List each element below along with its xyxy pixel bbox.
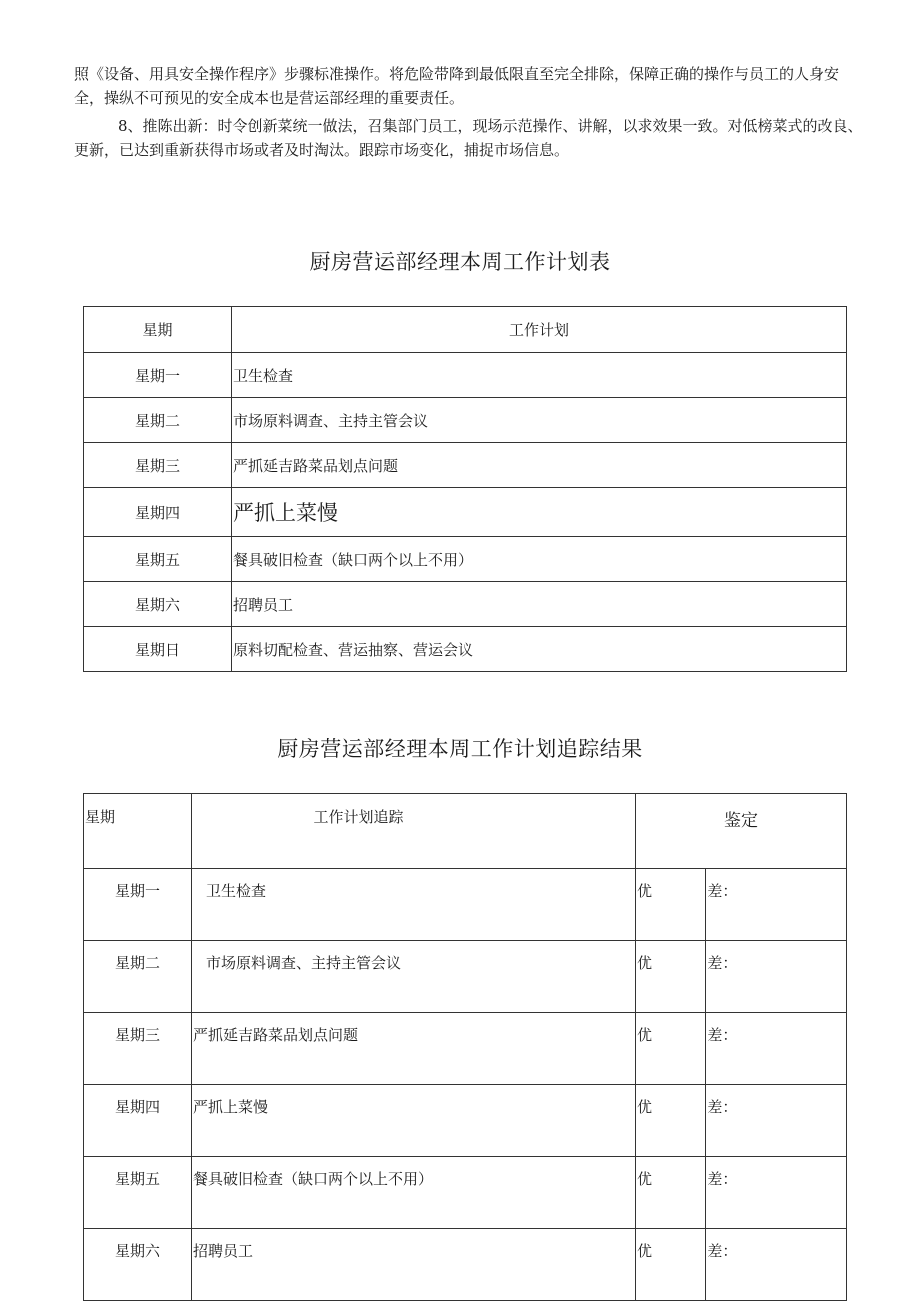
plan-table-title: 厨房营运部经理本周工作计划表 bbox=[309, 250, 611, 274]
tracking-cell: 市场原料调查、主持主管会议 bbox=[192, 941, 636, 1013]
good-cell: 优 bbox=[636, 1229, 706, 1301]
tracking-cell: 严抓上菜慢 bbox=[192, 1085, 636, 1157]
plan-cell: 严抓延吉路菜品划点问题 bbox=[232, 443, 847, 488]
plan-cell: 卫生检查 bbox=[232, 353, 847, 398]
bad-cell: 差： bbox=[706, 869, 776, 941]
edge-cell bbox=[776, 1229, 846, 1301]
day-cell: 星期五 bbox=[84, 537, 232, 582]
header-day: 星期 bbox=[84, 307, 232, 353]
tracking-cell: 餐具破旧检查（缺口两个以上不用） bbox=[192, 1157, 636, 1229]
good-cell: 优 bbox=[636, 869, 706, 941]
header-day: 星期 bbox=[84, 794, 192, 869]
table-row bbox=[84, 1229, 847, 1301]
day-cell: 星期一 bbox=[84, 869, 192, 941]
edge-cell bbox=[776, 1013, 846, 1085]
day-cell: 星期五 bbox=[84, 1157, 192, 1229]
plan-cell: 原料切配检查、营运抽察、营运会议 bbox=[232, 627, 847, 672]
table-header-row bbox=[84, 307, 847, 353]
good-cell: 优 bbox=[636, 1013, 706, 1085]
good-cell: 优 bbox=[636, 941, 706, 1013]
tracking-table-title: 厨房营运部经理本周工作计划追踪结果 bbox=[277, 737, 643, 761]
header-tracking: 工作计划追踪 bbox=[192, 794, 636, 869]
table-row bbox=[84, 1013, 847, 1085]
good-cell: 优 bbox=[636, 1085, 706, 1157]
intro-paragraph-1: 照《设备、用具安全操作程序》步骤标准操作。将危险带降到最低限直至完全排除，保障正确的操作与员工的人身安全，操纵不可预见的安全成本也是营运部经理的重要责任。 bbox=[74, 65, 840, 107]
day-cell: 星期六 bbox=[84, 582, 232, 627]
tracking-cell: 严抓延吉路菜品划点问题 bbox=[192, 1013, 636, 1085]
bad-cell: 差： bbox=[706, 1157, 776, 1229]
table-row bbox=[84, 582, 847, 627]
day-cell: 星期三 bbox=[84, 1013, 192, 1085]
bad-cell: 差： bbox=[706, 941, 776, 1013]
table-row bbox=[84, 488, 847, 537]
day-cell: 星期四 bbox=[84, 1085, 192, 1157]
table-header-row bbox=[84, 794, 847, 869]
edge-cell bbox=[776, 869, 846, 941]
day-cell: 星期二 bbox=[84, 941, 192, 1013]
edge-cell bbox=[776, 1085, 846, 1157]
day-cell: 星期三 bbox=[84, 443, 232, 488]
weekly-plan-table bbox=[83, 306, 847, 672]
edge-cell bbox=[776, 941, 846, 1013]
table-row bbox=[84, 353, 847, 398]
bad-cell: 差： bbox=[706, 1085, 776, 1157]
plan-cell: 餐具破旧检查（缺口两个以上不用） bbox=[232, 537, 847, 582]
table-row bbox=[84, 398, 847, 443]
header-judgement: 鉴定 bbox=[636, 794, 847, 869]
table-row bbox=[84, 443, 847, 488]
bad-cell: 差： bbox=[706, 1013, 776, 1085]
day-cell: 星期六 bbox=[84, 1229, 192, 1301]
day-cell: 星期日 bbox=[84, 627, 232, 672]
day-cell: 星期二 bbox=[84, 398, 232, 443]
day-cell: 星期四 bbox=[84, 488, 232, 537]
plan-cell: 招聘员工 bbox=[232, 582, 847, 627]
table-row bbox=[84, 941, 847, 1013]
tracking-result-table bbox=[83, 793, 847, 1301]
table-row bbox=[84, 627, 847, 672]
header-plan: 工作计划 bbox=[232, 307, 847, 353]
plan-cell: 严抓上菜慢 bbox=[232, 488, 847, 537]
bad-cell: 差： bbox=[706, 1229, 776, 1301]
tracking-cell: 招聘员工 bbox=[192, 1229, 636, 1301]
table-row bbox=[84, 1157, 847, 1229]
edge-cell bbox=[776, 1157, 846, 1229]
intro-paragraph-2: 8、推陈出新：时令创新菜统一做法，召集部门员工，现场示范操作、讲解，以求效果一致。对低榜菜式的改良、更新，已达到重新获得市场或者及时淘汰。跟踪市场变化，捕捉市场信息。 bbox=[74, 117, 863, 159]
table-row bbox=[84, 537, 847, 582]
plan-cell: 市场原料调查、主持主管会议 bbox=[232, 398, 847, 443]
table-row bbox=[84, 1085, 847, 1157]
table-row bbox=[84, 869, 847, 941]
tracking-cell: 卫生检查 bbox=[192, 869, 636, 941]
day-cell: 星期一 bbox=[84, 353, 232, 398]
good-cell: 优 bbox=[636, 1157, 706, 1229]
